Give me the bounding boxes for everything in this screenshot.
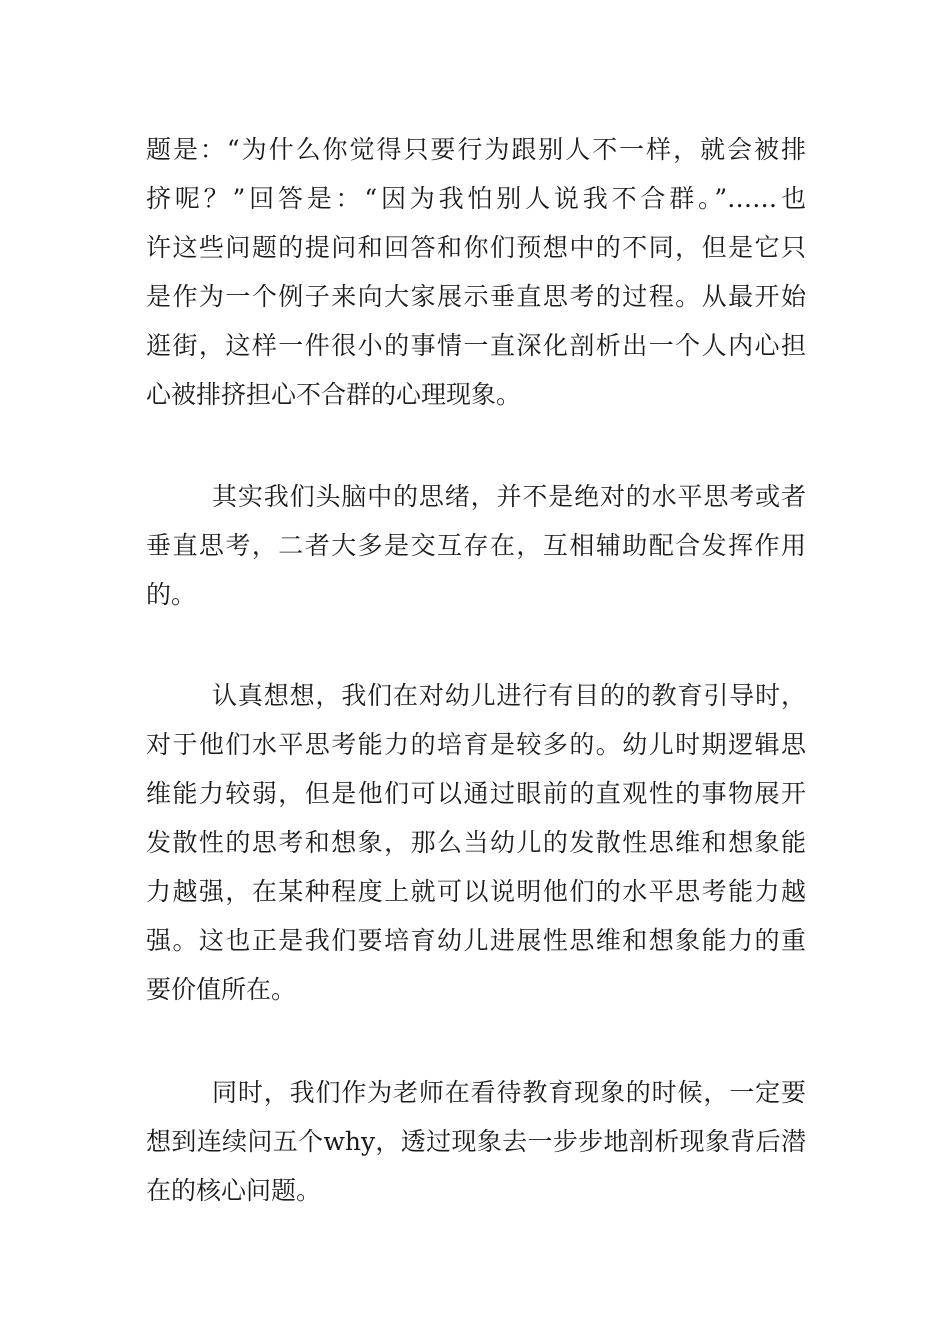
paragraph-1-line-2: 挤呢？”回答是：“因为我怕别人说我不合群。”……也 — [146, 184, 806, 213]
paragraph-1-line-3: 许这些问题的提问和回答和你们预想中的不同，但是它只 — [146, 233, 806, 262]
paragraph-1-line-1: 题是：“为什么你觉得只要行为跟别人不一样，就会被排 — [146, 135, 806, 164]
paragraph-3-line-1: 认真想想，我们在对幼儿进行有目的的教育引导时， — [212, 681, 806, 710]
paragraph-1-line-6: 心被排挤担心不合群的心理现象。 — [146, 380, 522, 409]
paragraph-3-line-2: 对于他们水平思考能力的培育是较多的。幼儿时期逻辑思 — [146, 730, 806, 759]
paragraph-3-line-4: 发散性的思考和想象，那么当幼儿的发散性思维和想象能 — [146, 828, 806, 857]
paragraph-2-line-1: 其实我们头脑中的思绪，并不是绝对的水平思考或者 — [212, 482, 806, 511]
paragraph-3-line-3: 维能力较弱，但是他们可以通过眼前的直观性的事物展开 — [146, 779, 806, 808]
paragraph-4-line-1: 同时，我们作为老师在看待教育现象的时候，一定要 — [212, 1078, 806, 1107]
paragraph-3-line-5: 力越强，在某种程度上就可以说明他们的水平思考能力越 — [146, 877, 806, 906]
paragraph-4-line-2: 想到连续问五个why，透过现象去一步步地剖析现象背后潜 — [146, 1127, 806, 1156]
paragraph-1-line-5: 逛街，这样一件很小的事情一直深化剖析出一个人内心担 — [146, 331, 806, 360]
paragraph-4-line-3: 在的核心问题。 — [146, 1176, 322, 1205]
paragraph-3-line-6: 强。这也正是我们要培育幼儿进展性思维和想象能力的重 — [146, 926, 806, 955]
paragraph-2-line-3: 的。 — [146, 580, 197, 609]
paragraph-1-line-4: 是作为一个例子来向大家展示垂直思考的过程。从最开始 — [146, 282, 806, 311]
paragraph-2-line-2: 垂直思考，二者大多是交互存在，互相辅助配合发挥作用 — [146, 531, 806, 560]
paragraph-3-line-7: 要价值所在。 — [146, 975, 297, 1004]
